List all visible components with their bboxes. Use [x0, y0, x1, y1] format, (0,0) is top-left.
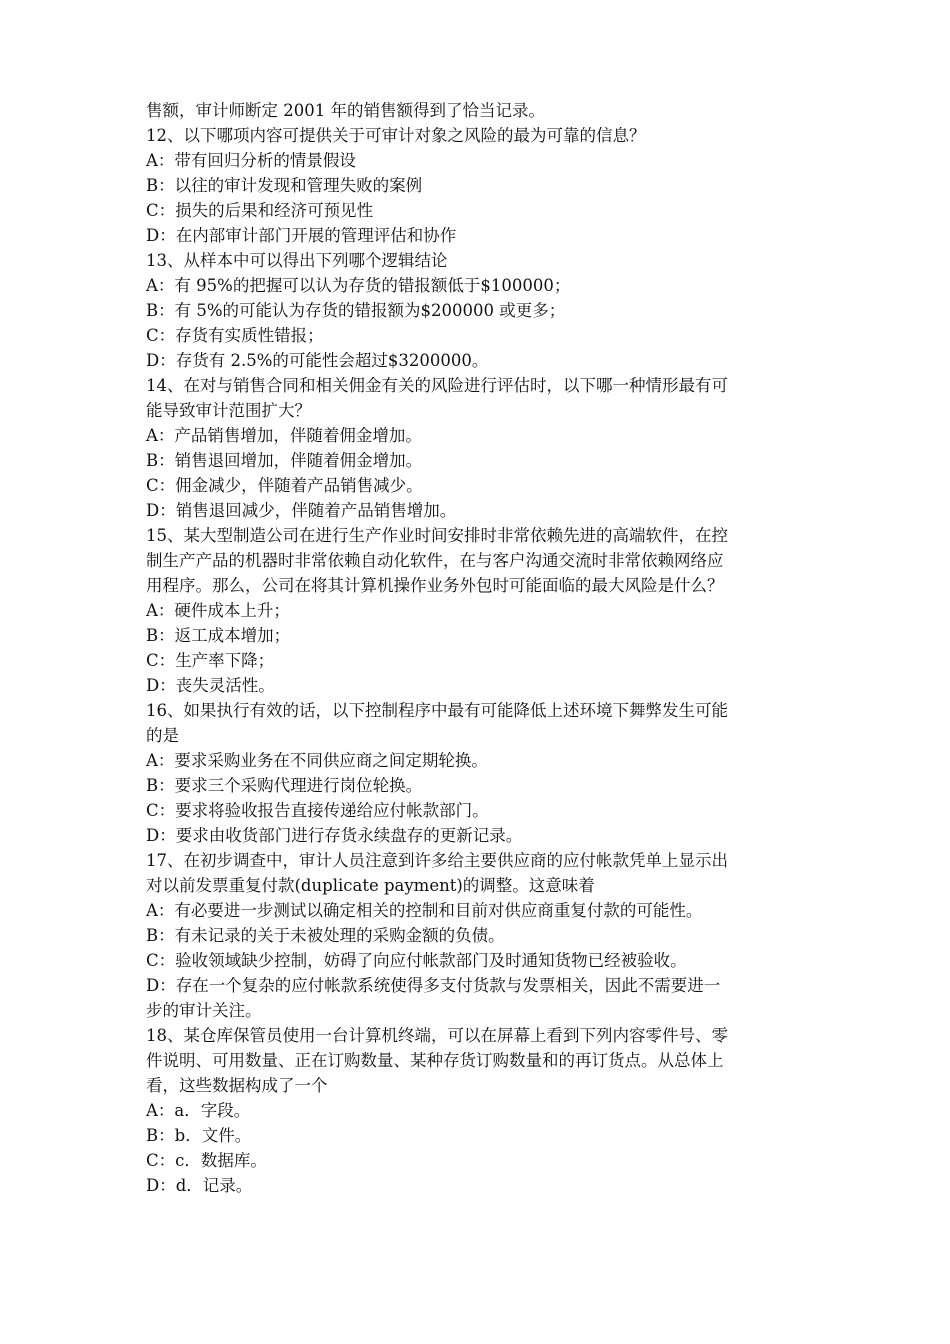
text-line: 13、从样本中可以得出下列哪个逻辑结论 [146, 251, 448, 270]
text-line: A：带有回归分析的情景假设 [146, 151, 356, 170]
text-line: A：有必要进一步测试以确定相关的控制和目前对供应商重复付款的可能性。 [146, 901, 703, 920]
text-line: 售额，审计师断定 2001 年的销售额得到了恰当记录。 [146, 101, 545, 120]
text-line: A：有 95%的把握可以认为存货的错报额低于$100000； [146, 276, 571, 295]
text-line: 15、某大型制造公司在进行生产作业时间安排时非常依赖先进的高端软件，在控 [146, 526, 728, 545]
text-line: 14、在对与销售合同和相关佣金有关的风险进行评估时，以下哪一种情形最有可 [146, 376, 728, 395]
text-line: C：佣金减少，伴随着产品销售减少。 [146, 476, 423, 495]
text-line: 的是 [146, 726, 179, 745]
text-line: C：要求将验收报告直接传递给应付帐款部门。 [146, 801, 489, 820]
text-line: C：存货有实质性错报； [146, 326, 324, 345]
text-line: 18、某仓库保管员使用一台计算机终端，可以在屏幕上看到下列内容零件号、零 [146, 1026, 728, 1045]
text-line: 件说明、可用数量、正在订购数量、某种存货订购数量和的再订货点。从总体上 [146, 1051, 724, 1070]
text-line: 17、在初步调查中，审计人员注意到许多给主要供应商的应付帐款凭单上显示出 [146, 851, 728, 870]
text-line: 看，这些数据构成了一个 [146, 1076, 328, 1095]
text-line: C：验收领域缺少控制，妨碍了向应付帐款部门及时通知货物已经被验收。 [146, 951, 687, 970]
text-line: D：要求由收货部门进行存货永续盘存的更新记录。 [146, 826, 523, 845]
text-line: D：存货有 2.5%的可能性会超过$3200000。 [146, 351, 489, 370]
text-line: D：在内部审计部门开展的管理评估和协作 [146, 226, 457, 245]
text-line: 制生产产品的机器时非常依赖自动化软件，在与客户沟通交流时非常依赖网络应 [146, 551, 724, 570]
text-line: A：硬件成本上升； [146, 601, 290, 620]
text-line: B：以往的审计发现和管理失败的案例 [146, 176, 423, 195]
text-line: A：a．字段。 [146, 1101, 251, 1120]
text-line: 对以前发票重复付款(duplicate payment)的调整。这意味着 [146, 876, 595, 895]
document-body [146, 98, 818, 1198]
text-line: 12、以下哪项内容可提供关于可审计对象之风险的最为可靠的信息？ [146, 126, 646, 145]
text-line: A：要求采购业务在不同供应商之间定期轮换。 [146, 751, 488, 770]
text-line: 16、如果执行有效的话，以下控制程序中最有可能降低上述环境下舞弊发生可能 [146, 701, 728, 720]
text-line: 能导致审计范围扩大？ [146, 401, 311, 420]
text-line: D：存在一个复杂的应付帐款系统使得多支付货款与发票相关，因此不需要进一 [146, 976, 721, 995]
text-line: B：有未记录的关于未被处理的采购金额的负债。 [146, 926, 505, 945]
text-line: 用程序。那么，公司在将其计算机操作业务外包时可能面临的最大风险是什么？ [146, 576, 724, 595]
text-line: 步的审计关注。 [146, 1001, 262, 1020]
text-line: B：返工成本增加； [146, 626, 291, 645]
text-line: D：丧失灵活性。 [146, 676, 275, 695]
text-line: A：产品销售增加，伴随着佣金增加。 [146, 426, 422, 445]
text-line: C：c．数据库。 [146, 1151, 267, 1170]
text-line: C：生产率下降； [146, 651, 275, 670]
text-line: B：销售退回增加，伴随着佣金增加。 [146, 451, 423, 470]
text-line: D：d．记录。 [146, 1176, 253, 1195]
text-line: B：b．文件。 [146, 1126, 252, 1145]
text-line: C：损失的后果和经济可预见性 [146, 201, 374, 220]
text-line: B：要求三个采购代理进行岗位轮换。 [146, 776, 423, 795]
text-line: B：有 5%的可能认为存货的错报额为$200000 或更多； [146, 301, 566, 320]
text-line: D：销售退回减少，伴随着产品销售增加。 [146, 501, 457, 520]
